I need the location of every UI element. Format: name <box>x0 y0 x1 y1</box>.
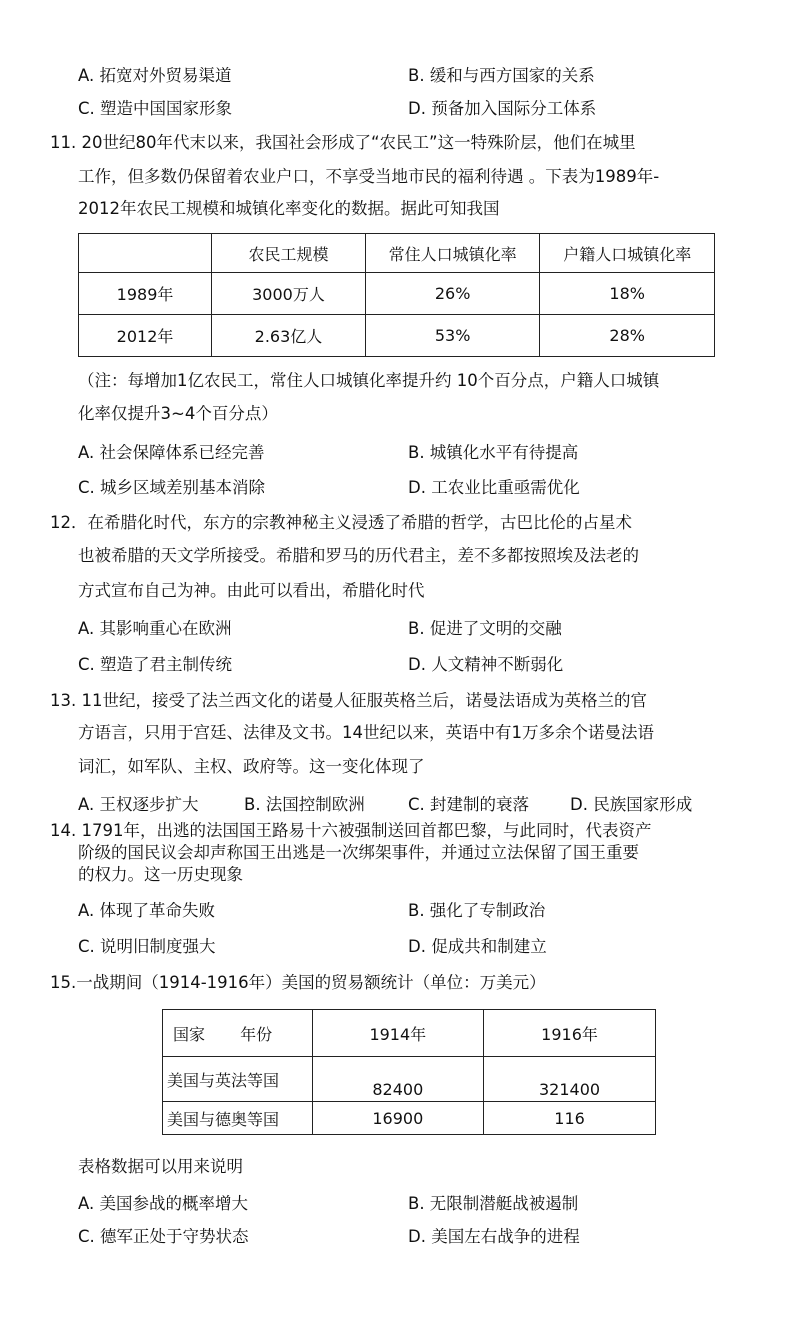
q14-option-b: B. 强化了专制政治 <box>408 901 546 920</box>
q11-stem-line2: 工作，但多数仍保留着农业户口，不享受当地市民的福利待遇 。下表为1989年- <box>78 167 660 186</box>
q13-option-a: A. 王权逐步扩大 <box>78 795 199 814</box>
q12-stem-line3: 方式宣布自己为神。由此可以看出，希腊化时代 <box>78 581 425 600</box>
q13-option-b: B. 法国控制欧洲 <box>244 795 365 814</box>
q15-table-cell: 16900 <box>312 1102 484 1135</box>
q11-table-row <box>79 273 715 315</box>
q15-option-a: A. 美国参战的概率增大 <box>78 1194 248 1213</box>
q12-stem-line1: 12．在希腊化时代，东方的宗教神秘主义浸透了希腊的哲学，古巴比伦的占星术 <box>50 513 632 532</box>
q15-table-cell: 82400 <box>312 1057 484 1102</box>
q15-option-b: B. 无限制潜艇战被遏制 <box>408 1194 579 1213</box>
q11-option-d: D. 工农业比重亟需优化 <box>408 478 580 497</box>
q11-note-line1: （注：每增加1亿农民工，常住人口城镇化率提升约 10个百分点，户籍人口城镇 <box>78 371 660 390</box>
q12-stem-line2: 也被希腊的天文学所接受。希腊和罗马的历代君主，差不多都按照埃及法老的 <box>78 546 639 565</box>
q11-table-cell: 18% <box>540 273 715 315</box>
q15-table-row <box>163 1057 656 1102</box>
q13-option-d: D. 民族国家形成 <box>570 795 693 814</box>
q15-table-corner <box>163 1010 313 1057</box>
q11-stem-line1: 11. 20世纪80年代末以来，我国社会形成了“农民工”这一特殊阶层，他们在城里 <box>50 133 636 152</box>
q11-table-corner <box>79 234 212 273</box>
q11-stem-line3: 2012年农民工规模和城镇化率变化的数据。据此可知我国 <box>78 199 500 218</box>
q14-stem-line1: 14. 1791年，出逃的法国国王路易十六被强制送回首都巴黎，与此同时，代表资产 <box>50 821 652 840</box>
q15-option-d: D. 美国左右战争的进程 <box>408 1227 580 1246</box>
q14-option-a: A. 体现了革命失败 <box>78 901 215 920</box>
q15-corner-year: 年份 <box>240 1024 273 1044</box>
q11-table-header-row <box>79 234 715 273</box>
q11-table-cell: 3000万人 <box>212 273 366 315</box>
q13-option-c: C. 封建制的衰落 <box>408 795 530 814</box>
q11-table-header: 户籍人口城镇化率 <box>540 234 715 273</box>
q11-table-header: 常住人口城镇化率 <box>365 234 540 273</box>
q15-table-cell: 美国与英法等国 <box>163 1057 313 1102</box>
q15-table-header: 1916年 <box>484 1010 656 1057</box>
q11-table-cell: 28% <box>540 315 715 357</box>
q14-stem-line2: 阶级的国民议会却声称国王出逃是一次绑架事件，并通过立法保留了国王重要 <box>78 843 639 862</box>
q10-option-b: B. 缓和与西方国家的关系 <box>408 66 595 85</box>
q12-option-c: C. 塑造了君主制传统 <box>78 655 233 674</box>
q13-stem-line1: 13. 11世纪，接受了法兰西文化的诺曼人征服英格兰后，诺曼法语成为英格兰的官 <box>50 691 647 710</box>
q15-table-cell: 116 <box>484 1102 656 1135</box>
q10-option-a: A. 拓宽对外贸易渠道 <box>78 66 232 85</box>
q11-option-a: A. 社会保障体系已经完善 <box>78 443 265 462</box>
q11-table-cell: 53% <box>365 315 540 357</box>
q15-prompt: 表格数据可以用来说明 <box>78 1157 243 1176</box>
q11-table-header: 农民工规模 <box>212 234 366 273</box>
q11-option-c: C. 城乡区域差别基本消除 <box>78 478 266 497</box>
q11-table-cell: 2.63亿人 <box>212 315 366 357</box>
q11-table-cell: 2012年 <box>79 315 212 357</box>
q11-table-cell: 1989年 <box>79 273 212 315</box>
q14-stem-line3: 的权力。这一历史现象 <box>78 865 243 884</box>
q14-option-c: C. 说明旧制度强大 <box>78 937 216 956</box>
q15-option-c: C. 德军正处于守势状态 <box>78 1227 249 1246</box>
q15-corner-country: 国家 <box>173 1024 206 1044</box>
q10-option-c: C. 塑造中国国家形象 <box>78 99 233 118</box>
q11-table-row <box>79 315 715 357</box>
q15-table-cell: 321400 <box>484 1057 656 1102</box>
q11-table-cell: 26% <box>365 273 540 315</box>
q12-option-a: A. 其影响重心在欧洲 <box>78 619 232 638</box>
q15-table-header-row <box>163 1010 656 1057</box>
q12-option-d: D. 人文精神不断弱化 <box>408 655 564 674</box>
q14-option-d: D. 促成共和制建立 <box>408 937 547 956</box>
q15-table <box>162 1009 656 1135</box>
q15-stem-line1: 15.一战期间（1914-1916年）美国的贸易额统计（单位：万美元） <box>50 973 546 992</box>
q13-stem-line2: 方语言，只用于宫廷、法律及文书。14世纪以来，英语中有1万多余个诺曼法语 <box>78 723 654 742</box>
q15-table-header: 1914年 <box>312 1010 484 1057</box>
q10-option-d: D. 预备加入国际分工体系 <box>408 99 597 118</box>
q15-table-row <box>163 1102 656 1135</box>
q11-note-line2: 化率仅提升3~4个百分点） <box>78 404 278 423</box>
q15-table-cell: 美国与德奥等国 <box>163 1102 313 1135</box>
q11-option-b: B. 城镇化水平有待提高 <box>408 443 579 462</box>
q12-option-b: B. 促进了文明的交融 <box>408 619 562 638</box>
q11-table <box>78 233 715 357</box>
q13-stem-line3: 词汇，如军队、主权、政府等。这一变化体现了 <box>78 757 425 776</box>
